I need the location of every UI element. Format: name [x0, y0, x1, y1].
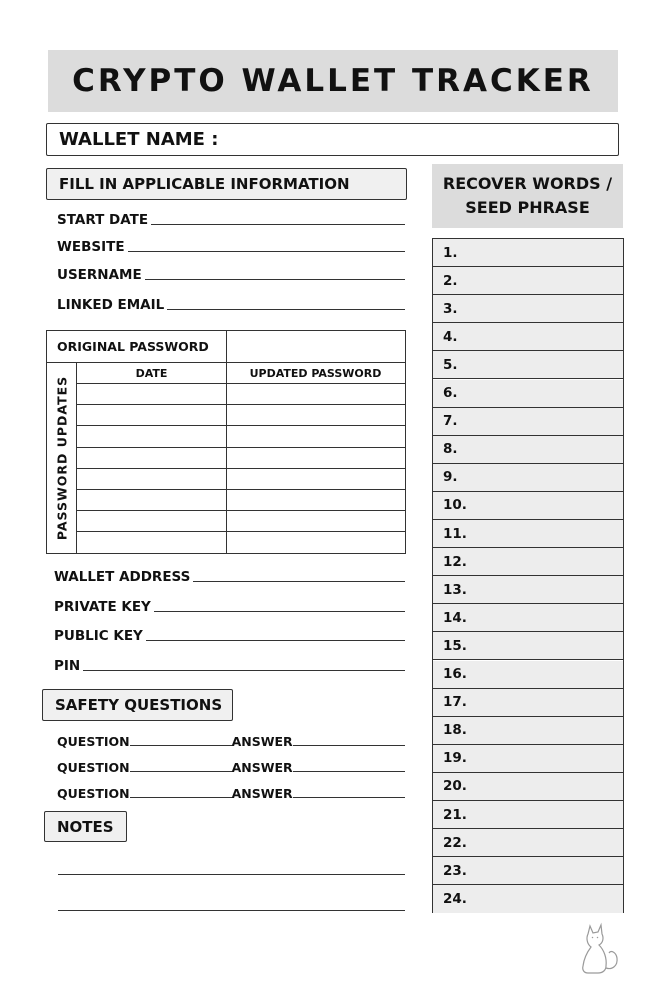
username-line[interactable] [145, 279, 405, 280]
safety-question-row[interactable] [57, 757, 405, 775]
seed-word-row[interactable]: 14. [433, 604, 623, 632]
cat-icon [576, 920, 624, 976]
question-label: QUESTION [57, 786, 130, 801]
answer-line[interactable] [293, 771, 405, 772]
pin-line[interactable] [83, 670, 405, 671]
password-update-row[interactable] [77, 510, 405, 531]
answer-label: ANSWER [231, 786, 293, 801]
seed-word-row[interactable]: 6. [433, 380, 623, 408]
seed-phrase-list [432, 238, 624, 913]
question-line[interactable] [130, 771, 232, 772]
date-column-header: DATE [135, 366, 168, 380]
seed-word-row[interactable]: 22. [433, 829, 623, 857]
seed-word-row[interactable]: 2. [433, 267, 623, 295]
safety-heading: SAFETY QUESTIONS [55, 696, 223, 714]
seed-word-row[interactable]: 24. [433, 885, 623, 913]
answer-line[interactable] [293, 797, 405, 798]
public-key-line[interactable] [146, 640, 405, 641]
private-key-line[interactable] [154, 611, 405, 612]
seed-word-row[interactable]: 4. [433, 323, 623, 351]
answer-line[interactable] [293, 745, 405, 746]
password-update-row[interactable] [77, 468, 405, 489]
website-label: WEBSITE [57, 239, 125, 255]
updated-password-column-header: UPDATED PASSWORD [249, 366, 382, 380]
private-key-label: PRIVATE KEY [54, 599, 151, 615]
seed-word-row[interactable]: 20. [433, 773, 623, 801]
start-date-field[interactable] [57, 210, 405, 228]
info-heading: FILL IN APPLICABLE INFORMATION [59, 175, 350, 193]
seed-phrase-heading [432, 164, 623, 228]
start-date-line[interactable] [151, 224, 405, 225]
password-update-row[interactable] [77, 489, 405, 510]
notes-heading-box [44, 811, 127, 842]
question-label: QUESTION [57, 760, 130, 775]
start-date-label: START DATE [57, 212, 149, 228]
private-key-field[interactable] [54, 597, 405, 615]
website-field[interactable] [57, 237, 405, 255]
seed-word-row[interactable]: 5. [433, 351, 623, 379]
seed-word-row[interactable]: 8. [433, 436, 623, 464]
website-line[interactable] [128, 251, 405, 252]
question-line[interactable] [130, 745, 232, 746]
notes-line[interactable] [58, 874, 405, 875]
seed-word-row[interactable]: 12. [433, 548, 623, 576]
password-update-row[interactable] [77, 383, 405, 404]
password-table [46, 330, 406, 554]
wallet-name-field[interactable] [46, 123, 619, 156]
question-label: QUESTION [57, 734, 130, 749]
safety-question-row[interactable] [57, 783, 405, 801]
password-update-row[interactable] [77, 447, 405, 468]
public-key-label: PUBLIC KEY [54, 628, 143, 644]
username-field[interactable] [57, 265, 405, 283]
wallet-address-field[interactable] [54, 567, 405, 585]
seed-word-row[interactable]: 11. [433, 520, 623, 548]
notes-line[interactable] [58, 910, 405, 911]
seed-word-row[interactable]: 16. [433, 661, 623, 689]
pin-field[interactable] [54, 656, 405, 674]
safety-heading-box [42, 689, 233, 721]
seed-word-row[interactable]: 13. [433, 576, 623, 604]
password-update-row[interactable] [77, 404, 405, 425]
wallet-address-line[interactable] [193, 581, 405, 582]
title-band [48, 50, 618, 112]
seed-word-row[interactable]: 21. [433, 801, 623, 829]
seed-heading-line2: SEED PHRASE [465, 198, 590, 217]
password-updates-label: PASSWORD UPDATES [54, 375, 69, 541]
linked-email-line[interactable] [167, 309, 405, 310]
seed-word-row[interactable]: 15. [433, 632, 623, 660]
wallet-name-label: WALLET NAME : [59, 129, 219, 150]
password-updates-side [47, 363, 77, 553]
original-password-label: ORIGINAL PASSWORD [47, 331, 227, 363]
public-key-field[interactable] [54, 626, 405, 644]
question-line[interactable] [130, 797, 232, 798]
notes-heading: NOTES [57, 817, 114, 836]
seed-word-row[interactable]: 19. [433, 745, 623, 773]
seed-word-row[interactable]: 1. [433, 239, 623, 267]
seed-word-row[interactable]: 10. [433, 492, 623, 520]
seed-word-row[interactable]: 9. [433, 464, 623, 492]
linked-email-label: LINKED EMAIL [57, 297, 165, 313]
answer-label: ANSWER [231, 760, 293, 775]
safety-question-row[interactable] [57, 731, 405, 749]
seed-word-row[interactable]: 18. [433, 717, 623, 745]
seed-word-row[interactable]: 3. [433, 295, 623, 323]
username-label: USERNAME [57, 267, 142, 283]
info-heading-box [46, 168, 407, 200]
linked-email-field[interactable] [57, 295, 405, 313]
seed-heading-line1: RECOVER WORDS / [442, 174, 613, 193]
seed-word-row[interactable]: 7. [433, 408, 623, 436]
page-title: CRYPTO WALLET TRACKER [72, 63, 594, 99]
pin-label: PIN [54, 658, 81, 674]
seed-word-row[interactable]: 23. [433, 857, 623, 885]
password-update-row[interactable] [77, 425, 405, 446]
original-password-cell[interactable] [227, 331, 405, 363]
password-update-row[interactable] [77, 531, 405, 552]
answer-label: ANSWER [231, 734, 293, 749]
wallet-address-label: WALLET ADDRESS [54, 569, 191, 585]
seed-word-row[interactable]: 17. [433, 689, 623, 717]
